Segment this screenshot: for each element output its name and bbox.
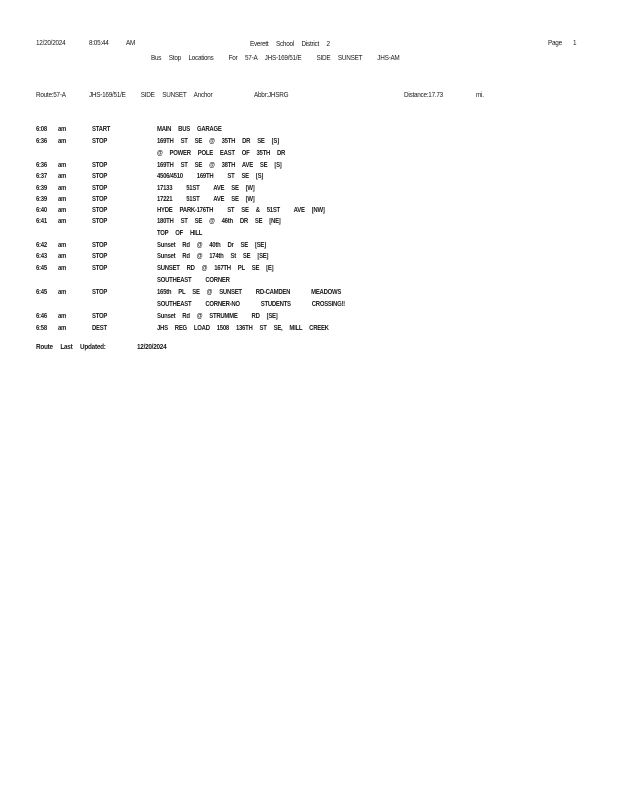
stop-type: STOP <box>92 173 108 180</box>
stop-type: STOP <box>92 289 108 296</box>
stop-type: STOP <box>92 196 108 203</box>
stop-time: 6:42 <box>36 242 47 249</box>
stop-type: STOP <box>92 138 108 145</box>
stop-location: 17133 51ST AVE SE [W] <box>157 185 255 192</box>
stop-type: STOP <box>92 162 108 169</box>
stop-time: 6:39 <box>36 185 47 192</box>
stop-location: HYDE PARK-176TH ST SE & 51ST AVE [NW] <box>157 207 325 214</box>
stop-ampm: am <box>58 162 67 169</box>
page-number: 1 <box>573 38 577 47</box>
stop-location: 4506/4510 169TH ST SE [S] <box>157 173 264 180</box>
stop-ampm: am <box>58 289 67 296</box>
stop-ampm: am <box>58 242 67 249</box>
stop-location: SUNSET RD @ 167TH PL SE [E] <box>157 265 274 272</box>
stop-time: 6:36 <box>36 138 47 145</box>
stop-ampm: am <box>58 126 67 133</box>
stop-ampm: am <box>58 173 67 180</box>
stop-location: MAIN BUS GARAGE <box>157 126 222 133</box>
route-id: Route:57-A <box>36 90 66 99</box>
stop-time: 6:36 <box>36 162 47 169</box>
footer-date: 12/20/2024 <box>137 342 167 351</box>
stop-location: @ POWER POLE EAST OF 35TH DR <box>157 150 286 157</box>
stop-time: 6:43 <box>36 253 47 260</box>
stop-time: 6:45 <box>36 289 47 296</box>
stop-type: STOP <box>92 242 108 249</box>
report-time: 8:05:44 <box>89 38 109 47</box>
stop-ampm: am <box>58 185 67 192</box>
stop-location: 169TH ST SE @ 38TH AVE SE [S] <box>157 162 282 169</box>
report-subtitle: Bus Stop Locations For 57-A JHS-169/51/E SIDE SUNSET JHS-AM <box>151 53 400 62</box>
route-description: JHS-169/51/E SIDE SUNSET Anchor <box>89 90 213 99</box>
stop-type: DEST <box>92 325 107 332</box>
stop-location: SOUTHEAST CORNER <box>157 277 230 284</box>
report-ampm: AM <box>126 38 136 47</box>
district-title: Everett School District 2 <box>250 39 330 48</box>
stop-location: 180TH ST SE @ 46th DR SE [NE] <box>157 218 281 225</box>
stop-type: STOP <box>92 185 108 192</box>
stop-ampm: am <box>58 253 67 260</box>
stop-type: STOP <box>92 207 108 214</box>
stop-location: 17221 51ST AVE SE [W] <box>157 196 255 203</box>
stop-time: 6:46 <box>36 313 47 320</box>
stop-time: 6:41 <box>36 218 47 225</box>
stop-ampm: am <box>58 138 67 145</box>
stop-time: 6:58 <box>36 325 47 332</box>
stop-type: STOP <box>92 218 108 225</box>
stop-ampm: am <box>58 325 67 332</box>
distance-unit: mi. <box>476 90 484 99</box>
stop-type: START <box>92 126 111 133</box>
stop-location: Sunset Rd @ STRUMME RD [SE] <box>157 313 278 320</box>
stop-ampm: am <box>58 265 67 272</box>
stop-ampm: am <box>58 207 67 214</box>
route-distance: Distance:17.73 <box>404 90 443 99</box>
page-label: Page <box>548 38 562 47</box>
stop-location: Sunset Rd @ 40th Dr SE [SE] <box>157 242 266 249</box>
stop-time: 6:45 <box>36 265 47 272</box>
stop-time: 6:40 <box>36 207 47 214</box>
stop-location: 169TH ST SE @ 35TH DR SE [S] <box>157 138 279 145</box>
stop-location: JHS REG LOAD 1508 136TH ST SE, MILL CREEK <box>157 325 329 332</box>
stop-location: TOP OF HILL <box>157 230 203 237</box>
stop-location: SOUTHEAST CORNER-NO STUDENTS CROSSING!! <box>157 301 345 308</box>
report-date: 12/20/2024 <box>36 38 66 47</box>
stop-time: 6:39 <box>36 196 47 203</box>
stop-time: 6:37 <box>36 173 47 180</box>
footer-label: Route Last Updated: <box>36 342 106 351</box>
stop-ampm: am <box>58 313 67 320</box>
stop-location: 165th PL SE @ SUNSET RD-CAMDEN MEADOWS <box>157 289 342 296</box>
stop-time: 6:08 <box>36 126 47 133</box>
stop-type: STOP <box>92 253 108 260</box>
stop-ampm: am <box>58 196 67 203</box>
stop-type: STOP <box>92 265 108 272</box>
stop-type: STOP <box>92 313 108 320</box>
stop-ampm: am <box>58 218 67 225</box>
route-abbr: Abbr:JHSRG <box>254 90 289 99</box>
stop-location: Sunset Rd @ 174th St SE [SE] <box>157 253 269 260</box>
